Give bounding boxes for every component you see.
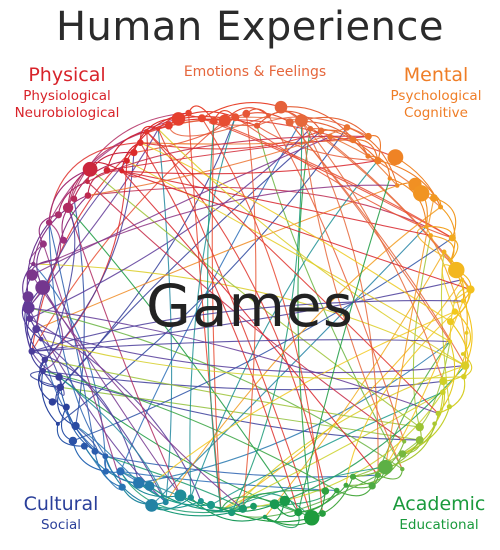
network-node [375,472,381,478]
network-node [266,113,271,118]
network-edge [68,208,298,512]
cultural-title: Cultural [23,493,99,515]
network-node [280,496,291,507]
network-node [270,499,280,509]
center-label: Games [146,272,354,340]
network-node [92,448,99,455]
network-edge [122,171,431,236]
network-node [49,398,56,405]
network-node [63,404,70,411]
network-node [85,192,92,199]
network-edge [403,407,450,454]
network-node [400,467,404,471]
network-node [365,133,372,140]
network-node [440,389,446,395]
cultural-sub-1: Social [40,516,82,533]
network-node [31,262,35,266]
network-node [156,127,160,131]
network-node [344,124,351,131]
network-node [133,477,145,489]
network-node [242,110,250,118]
physical-sub-1: Physiological [23,87,111,104]
network-node [388,176,392,180]
network-node [144,129,149,134]
network-node [228,509,235,516]
network-node [55,373,62,380]
network-node [174,490,186,502]
network-node [69,437,77,445]
network-node [388,149,404,165]
network-node [60,237,67,244]
network-node [85,179,90,184]
network-node [449,234,456,241]
network-node [63,203,73,213]
network-node [163,499,169,505]
network-node [102,453,108,459]
network-node [461,374,467,380]
network-edge [403,413,439,454]
network-node [432,422,437,427]
physical-sub-2: Neurobiological [14,104,120,121]
network-node [344,483,349,488]
network-node [145,481,155,491]
physical-title: Physical [28,64,106,86]
network-node [55,257,59,261]
network-node [374,157,381,164]
network-node [319,510,326,517]
emotions-title: Emotions & Feelings [183,64,327,80]
network-node [436,411,441,416]
network-node [286,118,294,126]
network-node [438,205,443,210]
network-node [210,117,218,125]
network-node [119,169,124,174]
network-node [275,101,288,114]
mental-sub-1: Psychological [390,87,482,104]
network-node [72,422,80,430]
network-node [365,154,370,159]
network-node [322,487,330,495]
network-node [254,123,260,129]
network-node [116,467,124,475]
mental-sub-2: Cognitive [404,104,468,121]
network-node [430,194,438,202]
network-node [219,509,223,513]
network-node [188,494,194,500]
network-node [81,443,88,450]
network-node [442,250,447,255]
network-node [318,128,325,135]
network-node [402,439,406,443]
network-node [250,503,257,510]
network-node [198,498,204,504]
network-node [104,167,111,174]
network-node [350,474,356,480]
network-node [439,377,447,385]
network-node [83,162,98,177]
diagram-title: Human Experience [55,4,445,50]
network-node [207,501,215,509]
network-node [350,136,357,143]
network-node [185,110,192,117]
network-node [334,488,340,494]
network-node [461,361,469,369]
mental-title: Mental [403,64,469,86]
network-node [219,115,231,127]
network-node [378,460,393,475]
network-node [327,134,333,140]
network-node [172,112,186,126]
network-node [130,149,137,156]
network-node [137,139,144,146]
network-node [461,352,465,356]
network-node [395,183,400,188]
network-node [124,158,130,164]
network-node [42,357,48,363]
network-node [165,122,173,130]
network-node [448,339,452,343]
network-node [399,450,406,457]
academic-sub-1: Educational [399,516,479,533]
network-node [413,185,429,201]
network-node [295,114,308,127]
network-node [447,404,452,409]
network-node [416,436,424,444]
network-node [145,499,158,512]
network-node [103,468,109,474]
network-node [369,482,376,489]
network-node [55,211,62,218]
network-node [263,515,268,520]
network-node [46,219,52,225]
network-edge [298,178,390,512]
network-edge [257,117,368,136]
network-node [231,113,239,121]
network-node [71,196,77,202]
network-node [119,484,126,491]
network-node [56,422,60,426]
network-node [239,505,247,513]
network-node [304,510,319,525]
network-node [308,126,314,132]
network-node [198,114,206,122]
network-node [40,240,47,247]
network-edge [32,137,330,275]
network-node [449,259,453,263]
network-node [29,348,36,355]
network-node [424,225,428,229]
network-node [40,368,46,374]
network-node [428,233,433,238]
network-node [57,384,64,391]
network-node [416,423,424,431]
academic-title: Academic [392,493,486,515]
network-node [294,508,302,516]
